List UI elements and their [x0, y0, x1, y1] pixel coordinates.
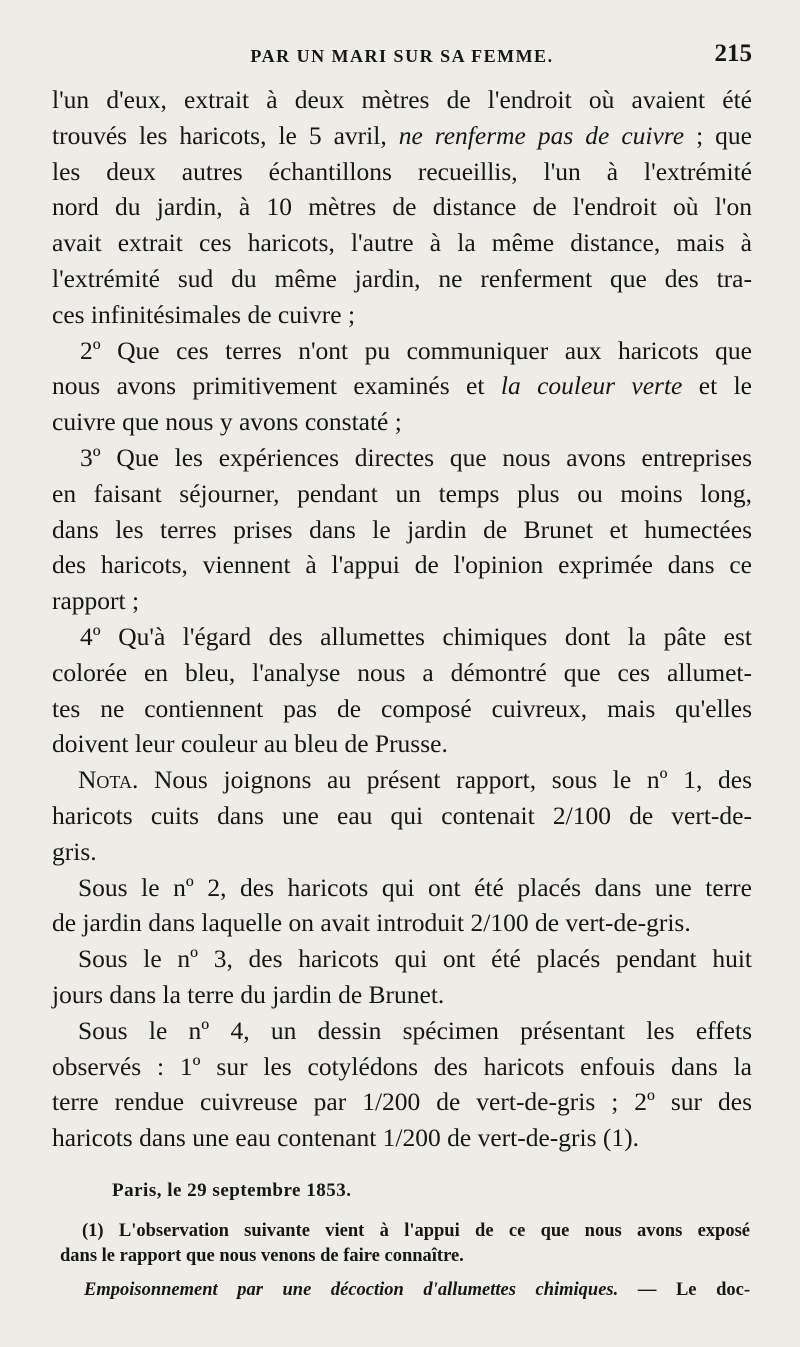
- italic-phrase: la couleur verte: [500, 371, 683, 401]
- text-line: trouvés les haricots, le 5 avril, ne renferme pas de cuivre ; que: [52, 120, 752, 150]
- text-line: nous avons primitivement examinés et la couleur verte et le: [52, 371, 752, 401]
- text-line: 4º Qu'à l'égard des allumettes chimiques dont la pâte est: [80, 621, 752, 651]
- paragraph: [52, 619, 752, 762]
- text-line: Sous le nº 4, un dessin spécimen présentant les effets: [78, 1015, 752, 1045]
- footnote-line: (1) L'observation suivante vient à l'appui de ce que nous avons exposé: [82, 1221, 750, 1241]
- signature-date: Paris, le 29 septembre 1853.: [112, 1180, 352, 1201]
- text-line: les deux autres échantillons recueillis, l'un à l'extrémité: [52, 156, 752, 186]
- text-line: l'extrémité sud du même jardin, ne renferment que des tra-: [52, 263, 752, 293]
- footnote-line: dans le rapport que nous venons de faire connaître.: [60, 1246, 464, 1266]
- footnote: [60, 1219, 750, 1269]
- text-line: Nota. Nous joignons au présent rapport, sous le nº 1, des: [78, 765, 752, 795]
- page-number: 215: [714, 40, 752, 67]
- text-line: observés : 1º sur les cotylédons des haricots enfouis dans la: [52, 1051, 752, 1081]
- text-line: rapport ;: [52, 586, 140, 616]
- text-line: en faisant séjourner, pendant un temps plus ou moins long,: [52, 478, 752, 508]
- italic-phrase: ne renferme pas de cuivre: [398, 120, 685, 150]
- text-line: colorée en bleu, l'analyse nous a démontré que ces allumet-: [52, 657, 752, 687]
- paragraph: [52, 762, 752, 869]
- text-line: 3º Que les expériences directes que nous avons entreprises: [80, 442, 752, 472]
- text-line: cuivre que nous y avons constaté ;: [52, 407, 402, 437]
- text-line: dans les terres prises dans le jardin de Brunet et humectées: [52, 514, 752, 544]
- paragraph: [52, 941, 752, 1013]
- text-line: terre rendue cuivreuse par 1/200 de vert-de-gris ; 2º sur des: [52, 1087, 752, 1117]
- paragraph: [52, 1013, 752, 1156]
- paragraph: [52, 870, 752, 942]
- text-line: Sous le nº 3, des haricots qui ont été placés pendant huit: [78, 944, 752, 974]
- running-head: PAR UN MARI SUR SA FEMME.: [250, 46, 554, 66]
- continuation-line: [84, 1278, 750, 1303]
- text-line: jours dans la terre du jardin de Brunet.: [52, 979, 445, 1009]
- paragraph: [52, 82, 752, 333]
- page-header: [52, 40, 752, 74]
- paragraph: [52, 333, 752, 440]
- nota-label: Nota.: [78, 765, 139, 795]
- paragraph: [52, 440, 752, 619]
- body-text: [52, 82, 752, 1156]
- text-line: l'un d'eux, extrait à deux mètres de l'endroit où avaient été: [52, 85, 752, 114]
- text-line: de jardin dans laquelle on avait introduit 2/100 de vert-de-gris.: [52, 908, 691, 938]
- text-line: avait extrait ces haricots, l'autre à la même distance, mais à: [52, 228, 752, 258]
- text-line: nord du jardin, à 10 mètres de distance de l'endroit où l'on: [52, 192, 752, 222]
- text-line: des haricots, viennent à l'appui de l'opinion exprimée dans ce: [52, 550, 752, 580]
- text-line: ces infinitésimales de cuivre ;: [52, 299, 356, 329]
- text-line: 2º Que ces terres n'ont pu communiquer aux haricots que: [80, 335, 752, 365]
- text-line: tes ne contiennent pas de composé cuivreux, mais qu'elles: [52, 693, 752, 723]
- text-line: doivent leur couleur au bleu de Prusse.: [52, 729, 448, 759]
- text-line: haricots dans une eau contenant 1/200 de vert-de-gris (1).: [52, 1123, 639, 1153]
- section-title: Empoisonnement par une décoction d'allumettes chimiques.: [84, 1280, 619, 1300]
- text-line: Sous le nº 2, des haricots qui ont été placés dans une terre: [78, 872, 752, 902]
- text-line: haricots cuits dans une eau qui contenait 2/100 de vert-de-: [52, 800, 752, 830]
- text-line: gris.: [52, 836, 97, 866]
- text-line: Empoisonnement par une décoction d'allumettes chimiques. — Le doc-: [84, 1280, 750, 1300]
